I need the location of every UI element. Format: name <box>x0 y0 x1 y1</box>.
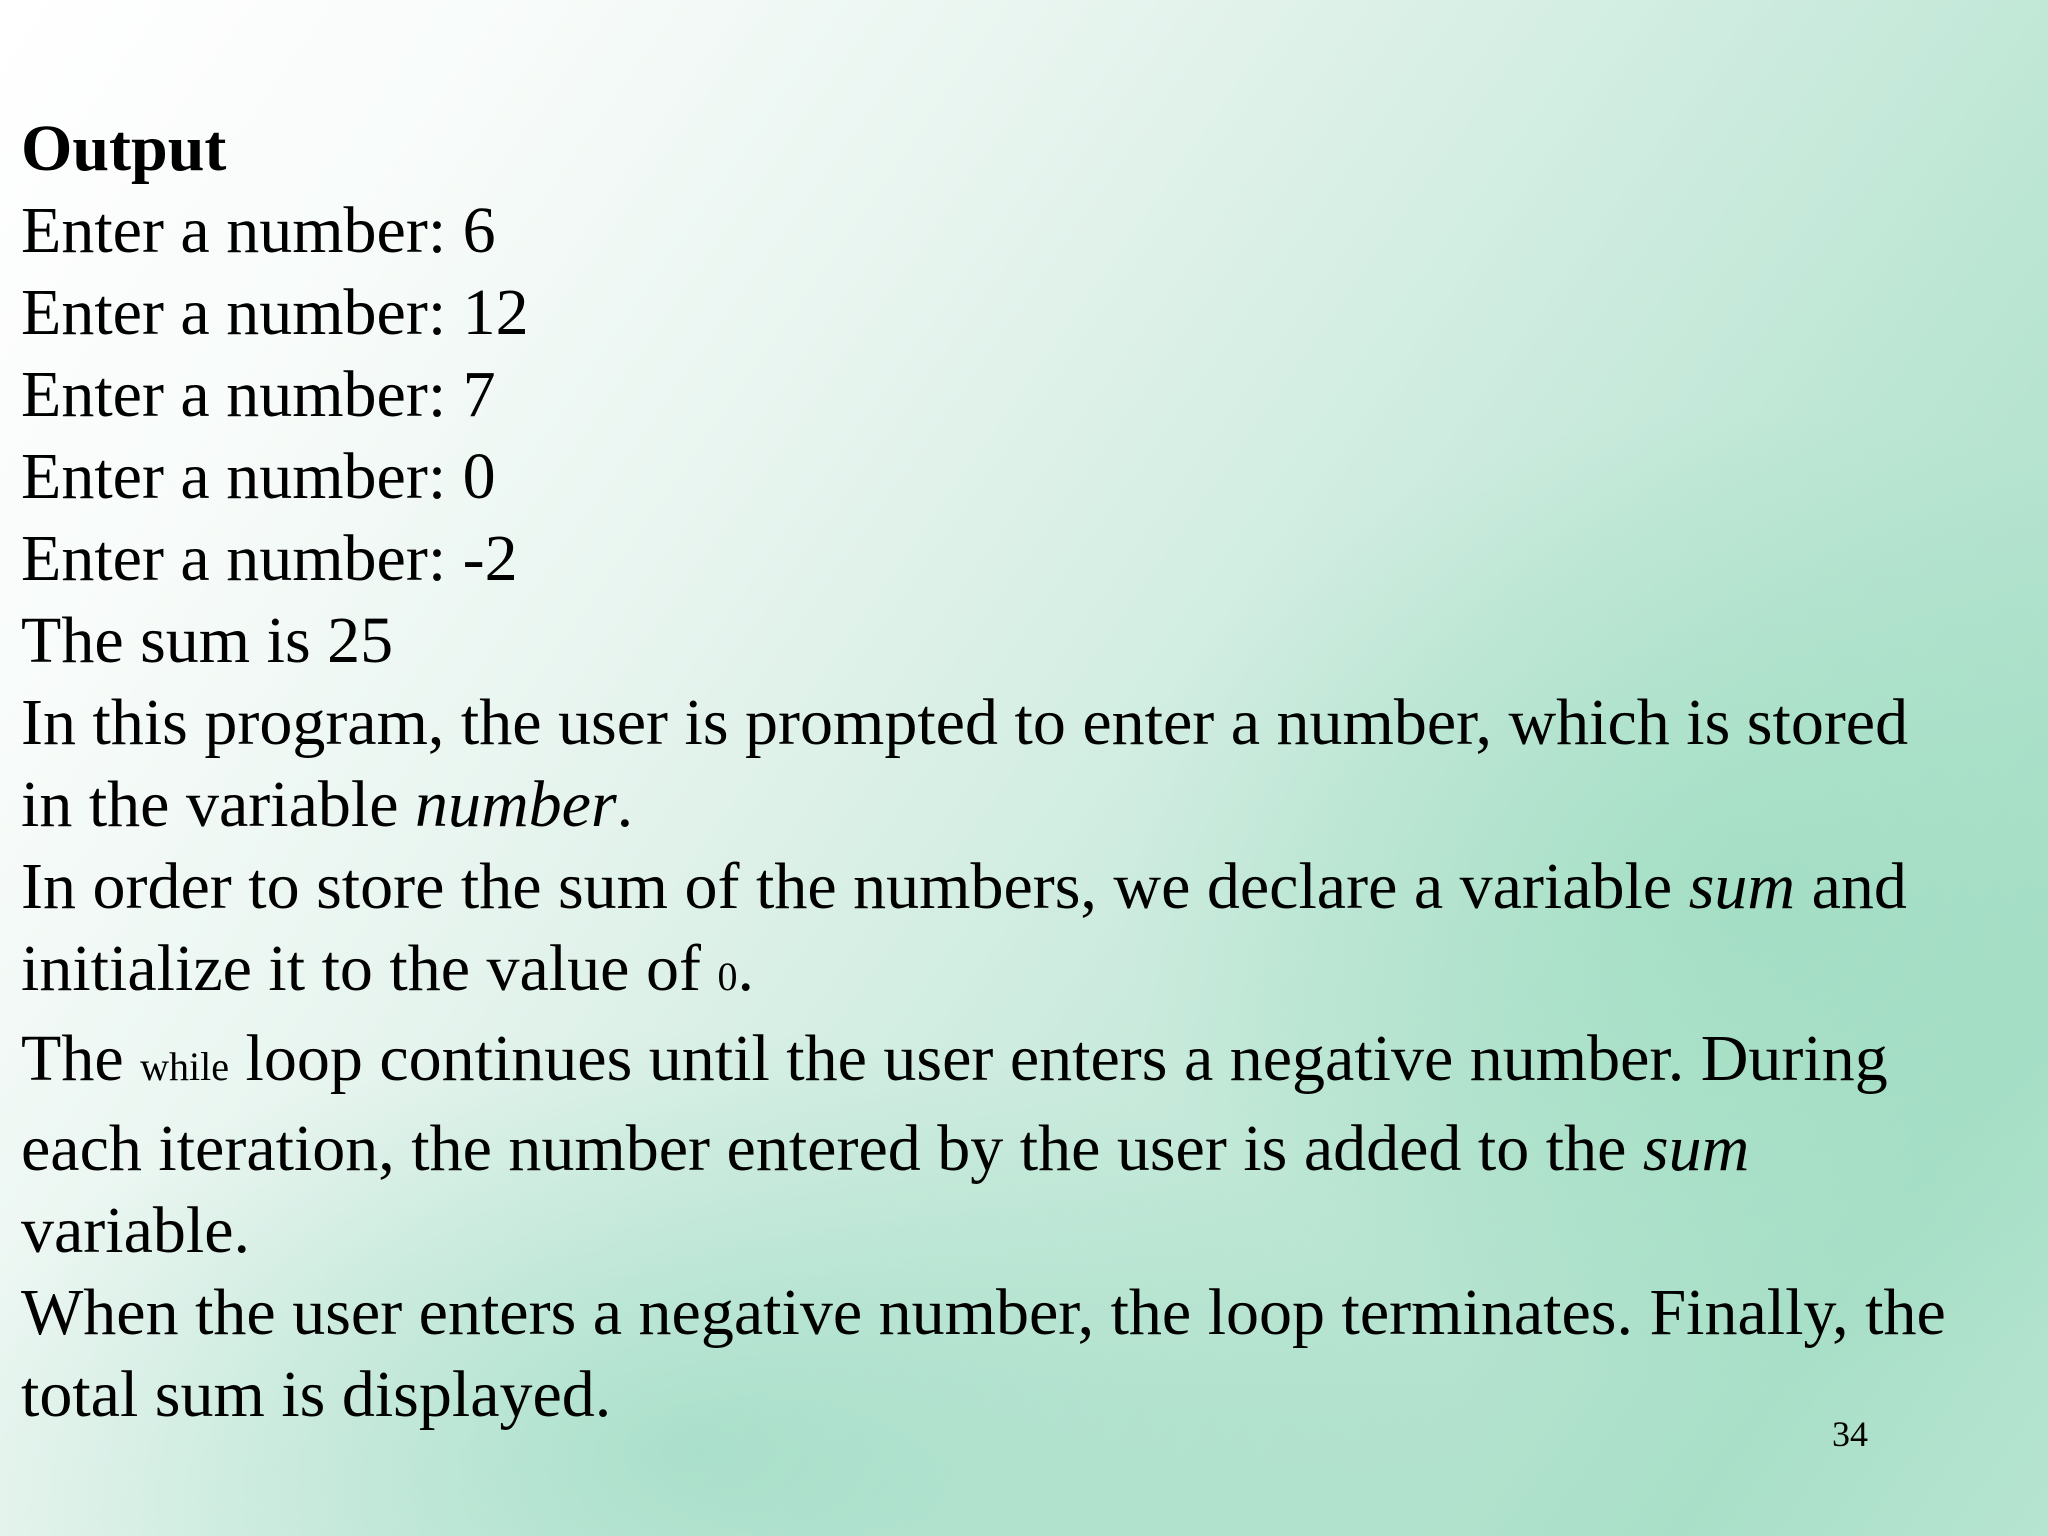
paragraph-line: total sum is displayed. <box>21 1358 612 1431</box>
variable-name-sum: sum <box>1688 850 1796 923</box>
paragraph-line <box>21 1108 2021 1190</box>
explanation-paragraph-3 <box>21 1018 2021 1272</box>
variable-name-number: number <box>415 768 617 841</box>
paragraph-line: variable. <box>21 1194 251 1267</box>
output-line: The sum is 25 <box>21 604 394 677</box>
variable-name-sum: sum <box>1642 1112 1750 1185</box>
explanation-paragraph-4 <box>21 1272 2021 1436</box>
output-line: Enter a number: 7 <box>21 358 496 431</box>
paragraph-line <box>21 928 2021 1018</box>
slide-content <box>21 108 2021 1436</box>
paragraph-text: . <box>616 768 634 841</box>
paragraph-text: . <box>737 932 754 1005</box>
code-zero: 0 <box>717 954 738 999</box>
code-while: while <box>140 1044 229 1089</box>
output-heading: Output <box>21 112 227 185</box>
paragraph-text: In order to store the sum of the numbers, we declare a variable <box>21 850 1689 923</box>
output-line: Enter a number: -2 <box>21 522 518 595</box>
explanation-paragraph-2 <box>21 846 2021 1018</box>
paragraph-text: each iteration, the number entered by the user is added to the <box>21 1112 1643 1185</box>
explanation-paragraph-1 <box>21 682 2021 846</box>
paragraph-text: loop continues until the user enters a negative number. During <box>228 1022 1888 1095</box>
paragraph-text: The <box>21 1022 141 1095</box>
paragraph-line <box>21 764 2021 846</box>
program-output <box>21 190 2021 682</box>
paragraph-line <box>21 846 2021 928</box>
output-line: Enter a number: 6 <box>21 194 496 267</box>
paragraph-text: and <box>1795 850 1907 923</box>
paragraph-line <box>21 1018 2021 1108</box>
output-line: Enter a number: 12 <box>21 276 529 349</box>
paragraph-text: in the variable <box>21 768 416 841</box>
paragraph-text: initialize it to the value of <box>21 932 718 1005</box>
paragraph-line: When the user enters a negative number, the loop terminates. Finally, the <box>21 1276 1946 1349</box>
page-number: 34 <box>1832 1414 1868 1454</box>
output-line: Enter a number: 0 <box>21 440 496 513</box>
paragraph-line: In this program, the user is prompted to enter a number, which is stored <box>21 686 1909 759</box>
